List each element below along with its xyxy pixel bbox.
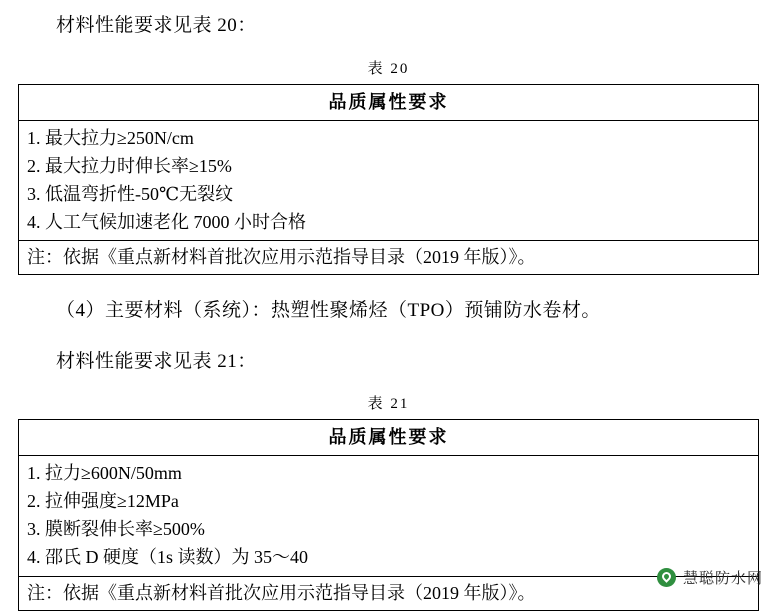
- paragraph-material: （4）主要材料（系统）：热塑性聚烯烃（TPO）预铺防水卷材。: [56, 300, 601, 322]
- table-row: [19, 180, 759, 208]
- intro-paragraph-2: 材料性能要求见表 21：: [56, 350, 257, 372]
- table-row: [19, 208, 759, 241]
- table-row: [19, 576, 759, 610]
- table-cell: 3. 膜断裂伸长率≥500%: [19, 515, 759, 543]
- table-cell: 4. 人工气候加速老化 7000 小时合格: [19, 208, 759, 241]
- spec-table-21: [18, 419, 759, 611]
- table-caption-21: 表 21: [367, 396, 410, 413]
- table-cell: 2. 拉伸强度≥12MPa: [19, 487, 759, 515]
- table-header-cell: 品质属性要求: [19, 420, 759, 456]
- table-cell: 1. 拉力≥600N/50mm: [19, 456, 759, 488]
- table-cell: 3. 低温弯折性-50℃无裂纹: [19, 180, 759, 208]
- table-row: [19, 487, 759, 515]
- table-cell: 4. 邵氏 D 硬度（1s 读数）为 35～40: [19, 543, 759, 576]
- table-row: [19, 120, 759, 152]
- table-row: [19, 543, 759, 576]
- table-cell: 1. 最大拉力≥250N/cm: [19, 120, 759, 152]
- table-cell: 2. 最大拉力时伸长率≥15%: [19, 152, 759, 180]
- watermark-label: 慧聪防水网: [682, 571, 763, 587]
- table-header-cell: 品质属性要求: [19, 84, 759, 120]
- table-row: [19, 456, 759, 488]
- table-row: [19, 515, 759, 543]
- table-caption-20: 表 20: [367, 60, 410, 77]
- table-note-cell: 注：依据《重点新材料首批次应用示范指导目录（2019 年版）》。: [19, 576, 759, 610]
- table-row: [19, 420, 759, 456]
- table-row: [19, 152, 759, 180]
- table-note-cell: 注：依据《重点新材料首批次应用示范指导目录（2019 年版）》。: [19, 240, 759, 274]
- spec-table-20: [18, 84, 759, 276]
- intro-paragraph-1: 材料性能要求见表 20：: [56, 15, 257, 36]
- water-drop-icon: [657, 568, 676, 587]
- watermark: [657, 567, 763, 588]
- table-row: [19, 84, 759, 120]
- table-row: [19, 240, 759, 274]
